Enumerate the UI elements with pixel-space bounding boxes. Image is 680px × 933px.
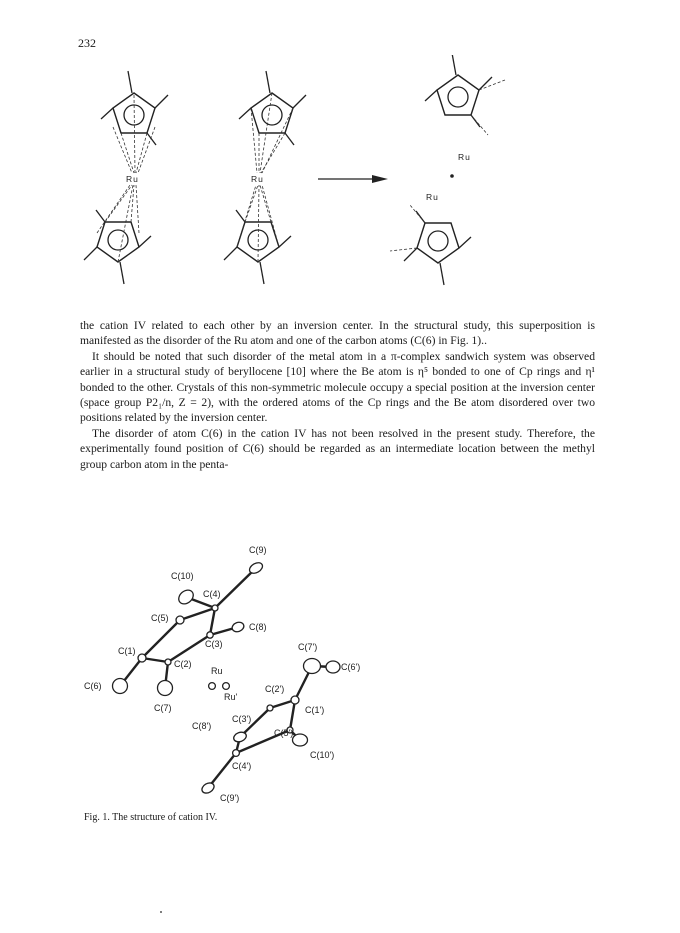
- figure-caption: Fig. 1. The structure of cation IV.: [84, 812, 218, 823]
- ru-label: Ru: [458, 152, 471, 162]
- bonds: [120, 568, 333, 788]
- atom-label: C(4'): [232, 761, 252, 771]
- paragraph: It should be noted that such disorder of the metal atom in a π-complex sandwich system was observed earlier in a structural study of beryllocene [10] where the Be atom is η⁵ bonded to one of Cp rings and η¹ bonded to the other. Crystals of this non-symmetric molecule occupy a special position at the inversion center (space group P2₁/n, Z = 2), with the ordered atoms of the Cp rings and the Be atom disordered over two positions related by the inversion center.: [80, 349, 595, 425]
- reaction-scheme: [60, 55, 620, 300]
- atom-label: C(6): [84, 681, 102, 691]
- body-text: [80, 318, 595, 472]
- atom-label: C(5): [151, 613, 169, 623]
- atom-label: Ru: [211, 666, 223, 676]
- atom-label: C(7'): [298, 642, 318, 652]
- atom-label: C(5'): [274, 728, 294, 738]
- atom-label: C(8'): [192, 721, 212, 731]
- atom-label: C(1): [118, 646, 136, 656]
- atom-label: C(8): [249, 622, 267, 632]
- atom-label: C(10'): [310, 750, 335, 760]
- atom-label: Ru': [224, 692, 238, 702]
- ru-label: Ru: [126, 174, 139, 184]
- atom-label: C(9'): [220, 793, 240, 803]
- atom-labels: [84, 545, 360, 803]
- atom-label: C(3): [205, 639, 223, 649]
- atom-label: C(7): [154, 703, 172, 713]
- sandwich-structure-1: [84, 71, 168, 284]
- reaction-arrow: [318, 175, 388, 183]
- atom-label: C(2'): [265, 684, 285, 694]
- sandwich-structure-2: [224, 71, 306, 284]
- atom-label: C(6'): [341, 662, 361, 672]
- product-structure: [390, 55, 505, 285]
- atom-label: C(10): [171, 571, 194, 581]
- ru-label: Ru: [426, 192, 439, 202]
- cation-structure-figure: [80, 540, 380, 815]
- atom-label: C(3'): [232, 714, 252, 724]
- atom-label: C(9): [249, 545, 267, 555]
- ru-label: Ru: [251, 174, 264, 184]
- atom-label: C(2): [174, 659, 192, 669]
- page-number: 232: [78, 36, 96, 50]
- atom-label: C(4): [203, 589, 221, 599]
- paragraph: the cation IV related to each other by an inversion center. In the structural study, this superposition is manifested as the disorder of the Ru atom and one of the carbon atoms (C(6) in Fig. 1)..: [80, 319, 595, 348]
- atom-label: C(1'): [305, 705, 325, 715]
- stray-mark: [160, 911, 162, 913]
- paragraph: The disorder of atom C(6) in the cation IV has not been resolved in the present study. Therefore, the experimentally found position of C(6) should be regarded as an intermediate location between the methyl group carbon atom in the penta-: [80, 426, 595, 471]
